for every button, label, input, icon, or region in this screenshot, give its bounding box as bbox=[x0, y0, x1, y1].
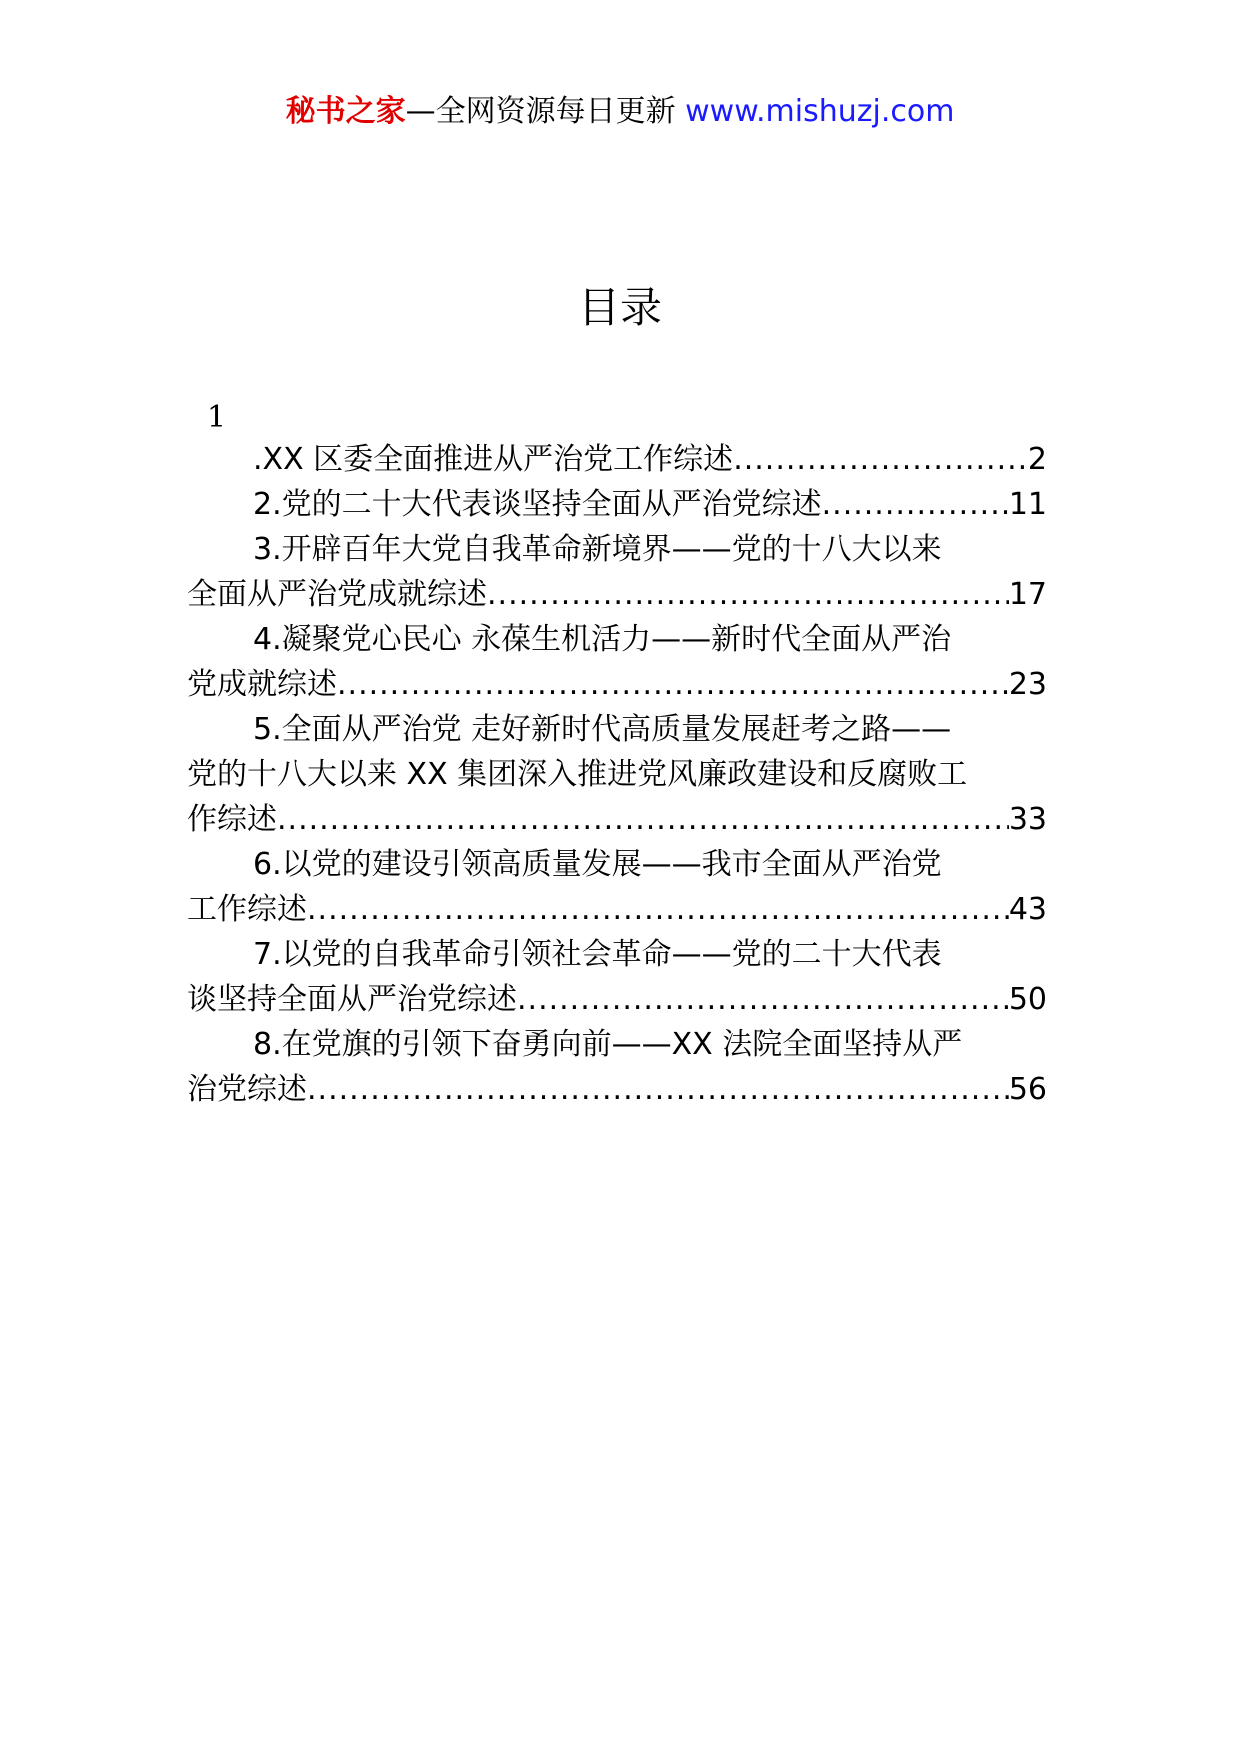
toc-entry-title: 2.党的二十大代表谈坚持全面从严治党综述 bbox=[253, 487, 822, 522]
toc-entry-3[interactable] bbox=[187, 527, 1047, 617]
list-number-marker: 1 bbox=[207, 400, 227, 435]
toc-entry-title-cont: 党成就综述 bbox=[187, 667, 337, 702]
dot-leader bbox=[487, 572, 1009, 617]
toc-line bbox=[187, 707, 1047, 752]
table-of-contents bbox=[187, 437, 1047, 1112]
toc-page-number: 23 bbox=[1008, 667, 1047, 702]
site-url-link[interactable]: www.mishuzj.com bbox=[685, 94, 955, 129]
brand-name: 秘书之家 bbox=[285, 94, 406, 129]
toc-line bbox=[187, 932, 1047, 977]
toc-entry-6[interactable] bbox=[187, 842, 1047, 932]
toc-entry-title-cont: 治党综述 bbox=[187, 1072, 307, 1107]
toc-entry-title-cont: 党的十八大以来 XX 集团深入推进党风廉政建设和反腐败工 bbox=[187, 757, 968, 792]
toc-page-number: 50 bbox=[1008, 982, 1047, 1017]
toc-page-number: 2 bbox=[1027, 442, 1047, 477]
toc-entry-title: 3.开辟百年大党自我革命新境界——党的十八大以来 bbox=[253, 532, 942, 567]
toc-entry-7[interactable] bbox=[187, 932, 1047, 1022]
toc-entry-title: .XX 区委全面推进从严治党工作综述 bbox=[253, 442, 734, 477]
toc-line bbox=[187, 437, 1047, 482]
header-tagline: —全网资源每日更新 bbox=[405, 94, 676, 129]
toc-line bbox=[187, 752, 1047, 797]
toc-entry-4[interactable] bbox=[187, 617, 1047, 707]
dot-leader bbox=[517, 977, 1009, 1022]
toc-line bbox=[187, 527, 1047, 572]
toc-entry-title-cont: 作综述 bbox=[187, 802, 277, 837]
toc-line bbox=[187, 482, 1047, 527]
toc-page-number: 43 bbox=[1008, 892, 1047, 927]
dot-leader bbox=[307, 1067, 1009, 1112]
toc-line bbox=[187, 887, 1047, 932]
toc-page-number: 56 bbox=[1008, 1072, 1047, 1107]
dot-leader bbox=[822, 482, 1009, 527]
toc-entry-5[interactable] bbox=[187, 707, 1047, 842]
dot-leader bbox=[307, 887, 1009, 932]
toc-entry-title: 8.在党旗的引领下奋勇向前——XX 法院全面坚持从严 bbox=[253, 1027, 963, 1062]
toc-page-number: 11 bbox=[1008, 487, 1047, 522]
site-header bbox=[0, 92, 1240, 132]
toc-entry-title: 7.以党的自我革命引领社会革命——党的二十大代表 bbox=[253, 937, 942, 972]
toc-line bbox=[187, 842, 1047, 887]
toc-entry-title-cont: 全面从严治党成就综述 bbox=[187, 577, 487, 612]
toc-entry-8[interactable] bbox=[187, 1022, 1047, 1112]
toc-line bbox=[187, 662, 1047, 707]
toc-entry-title-cont: 谈坚持全面从严治党综述 bbox=[187, 982, 517, 1017]
toc-line bbox=[187, 977, 1047, 1022]
toc-entry-1[interactable] bbox=[187, 437, 1047, 482]
toc-page-number: 33 bbox=[1008, 802, 1047, 837]
toc-entry-title: 5.全面从严治党 走好新时代高质量发展赶考之路—— bbox=[253, 712, 952, 747]
toc-entry-title-cont: 工作综述 bbox=[187, 892, 307, 927]
page-title: 目录 bbox=[577, 283, 662, 332]
dot-leader bbox=[733, 437, 1028, 482]
toc-line bbox=[187, 1022, 1047, 1067]
toc-page-number: 17 bbox=[1008, 577, 1047, 612]
toc-entry-title: 4.凝聚党心民心 永葆生机活力——新时代全面从严治 bbox=[253, 622, 952, 657]
dot-leader bbox=[337, 662, 1009, 707]
toc-line bbox=[187, 1067, 1047, 1112]
dot-leader bbox=[277, 797, 1009, 842]
toc-line bbox=[187, 797, 1047, 842]
toc-entry-title: 6.以党的建设引领高质量发展——我市全面从严治党 bbox=[253, 847, 942, 882]
toc-line bbox=[187, 617, 1047, 662]
toc-line bbox=[187, 572, 1047, 617]
toc-entry-2[interactable] bbox=[187, 482, 1047, 527]
